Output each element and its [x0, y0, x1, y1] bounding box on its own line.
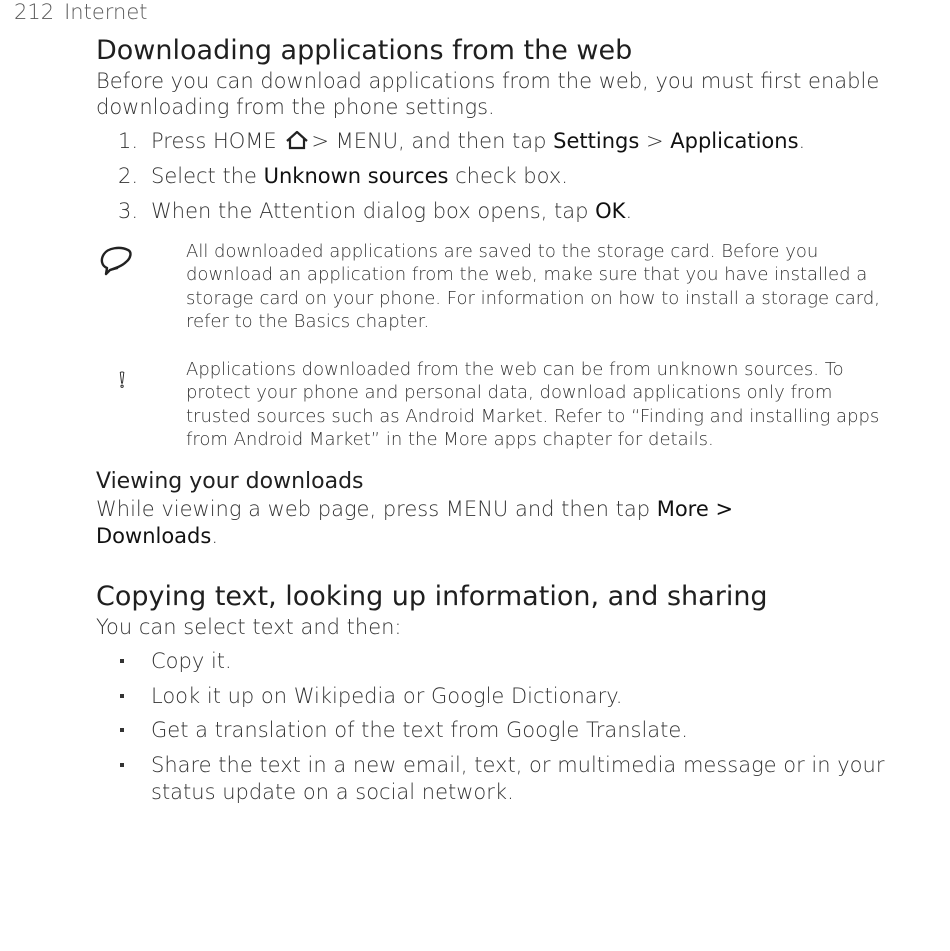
list-item-text: Share the text in a new email, text, or multimedia message or in your status update on a social network. — [151, 752, 885, 804]
tip-text: All downloaded applications are saved to the storage card. Before you download an application from the web, make sure that you have installed a storage card on your phone. For information on how to install a storage card, refer to the Basics chapter. — [186, 241, 880, 332]
step-text: > — [639, 129, 671, 153]
list-item-text: Copy it. — [151, 649, 232, 674]
ui-term: More > — [656, 497, 734, 522]
page-number: 212 — [14, 0, 55, 24]
section-title: Copying text, looking up information, and sharing — [96, 581, 768, 613]
body-text: . — [211, 524, 219, 549]
step-number: 2. — [118, 164, 139, 188]
warning-note — [96, 358, 886, 451]
bullet-icon — [120, 694, 124, 698]
step-text: Press HOME — [151, 129, 284, 153]
bullet-icon — [120, 728, 124, 732]
step-text: check box. — [448, 164, 568, 188]
ui-term: Settings — [553, 129, 640, 153]
list-item — [96, 648, 886, 675]
bullet-icon — [120, 763, 124, 767]
speech-bubble-icon — [96, 242, 136, 282]
section-title: Downloading applications from the web — [96, 35, 633, 66]
list-item — [96, 717, 886, 744]
step-number: 1. — [118, 129, 139, 153]
section-name: Internet — [64, 0, 148, 24]
step-number: 3. — [118, 199, 139, 223]
list-item — [96, 683, 886, 710]
intro-paragraph: Before you can download applications from the web, you must first enable downloading from the phone settings. — [96, 69, 880, 119]
step-item — [96, 128, 886, 154]
list-item — [96, 752, 886, 806]
subsection-paragraph — [96, 496, 886, 550]
ui-term: Applications — [670, 129, 799, 153]
step-item — [96, 198, 886, 224]
exclamation-icon — [118, 360, 136, 400]
warning-text: Applications downloaded from the web can be from unknown sources. To protect your phone and personal data, download applications only from trusted sources such as Android Market. Refer to “Finding and installing apps from Android Market” in the More apps chapter for details. — [186, 359, 880, 451]
bullet-list — [96, 648, 886, 806]
running-head — [14, 0, 147, 24]
tip-note — [96, 240, 886, 333]
intro-paragraph: You can select text and then: — [96, 615, 402, 640]
step-text: When the Attention dialog box opens, tap — [151, 199, 596, 223]
page-content — [96, 34, 886, 813]
bullet-icon — [120, 659, 124, 663]
subsection-title: Viewing your downloads — [96, 469, 364, 495]
list-item-text: Get a translation of the text from Google Translate. — [151, 718, 688, 743]
step-text: > MENU, and then tap — [311, 129, 554, 153]
ui-term: Downloads — [96, 524, 212, 549]
step-text: . — [798, 129, 806, 153]
steps-list — [96, 128, 886, 224]
step-item — [96, 163, 886, 189]
step-text: . — [625, 199, 633, 223]
ui-term: Unknown sources — [263, 164, 449, 188]
ui-term: OK — [595, 199, 626, 223]
body-text: While viewing a web page, press MENU and then tap — [96, 497, 657, 522]
step-text: Select the — [151, 164, 264, 188]
list-item-text: Look it up on Wikipedia or Google Dictionary. — [151, 683, 623, 708]
home-icon — [285, 129, 309, 151]
